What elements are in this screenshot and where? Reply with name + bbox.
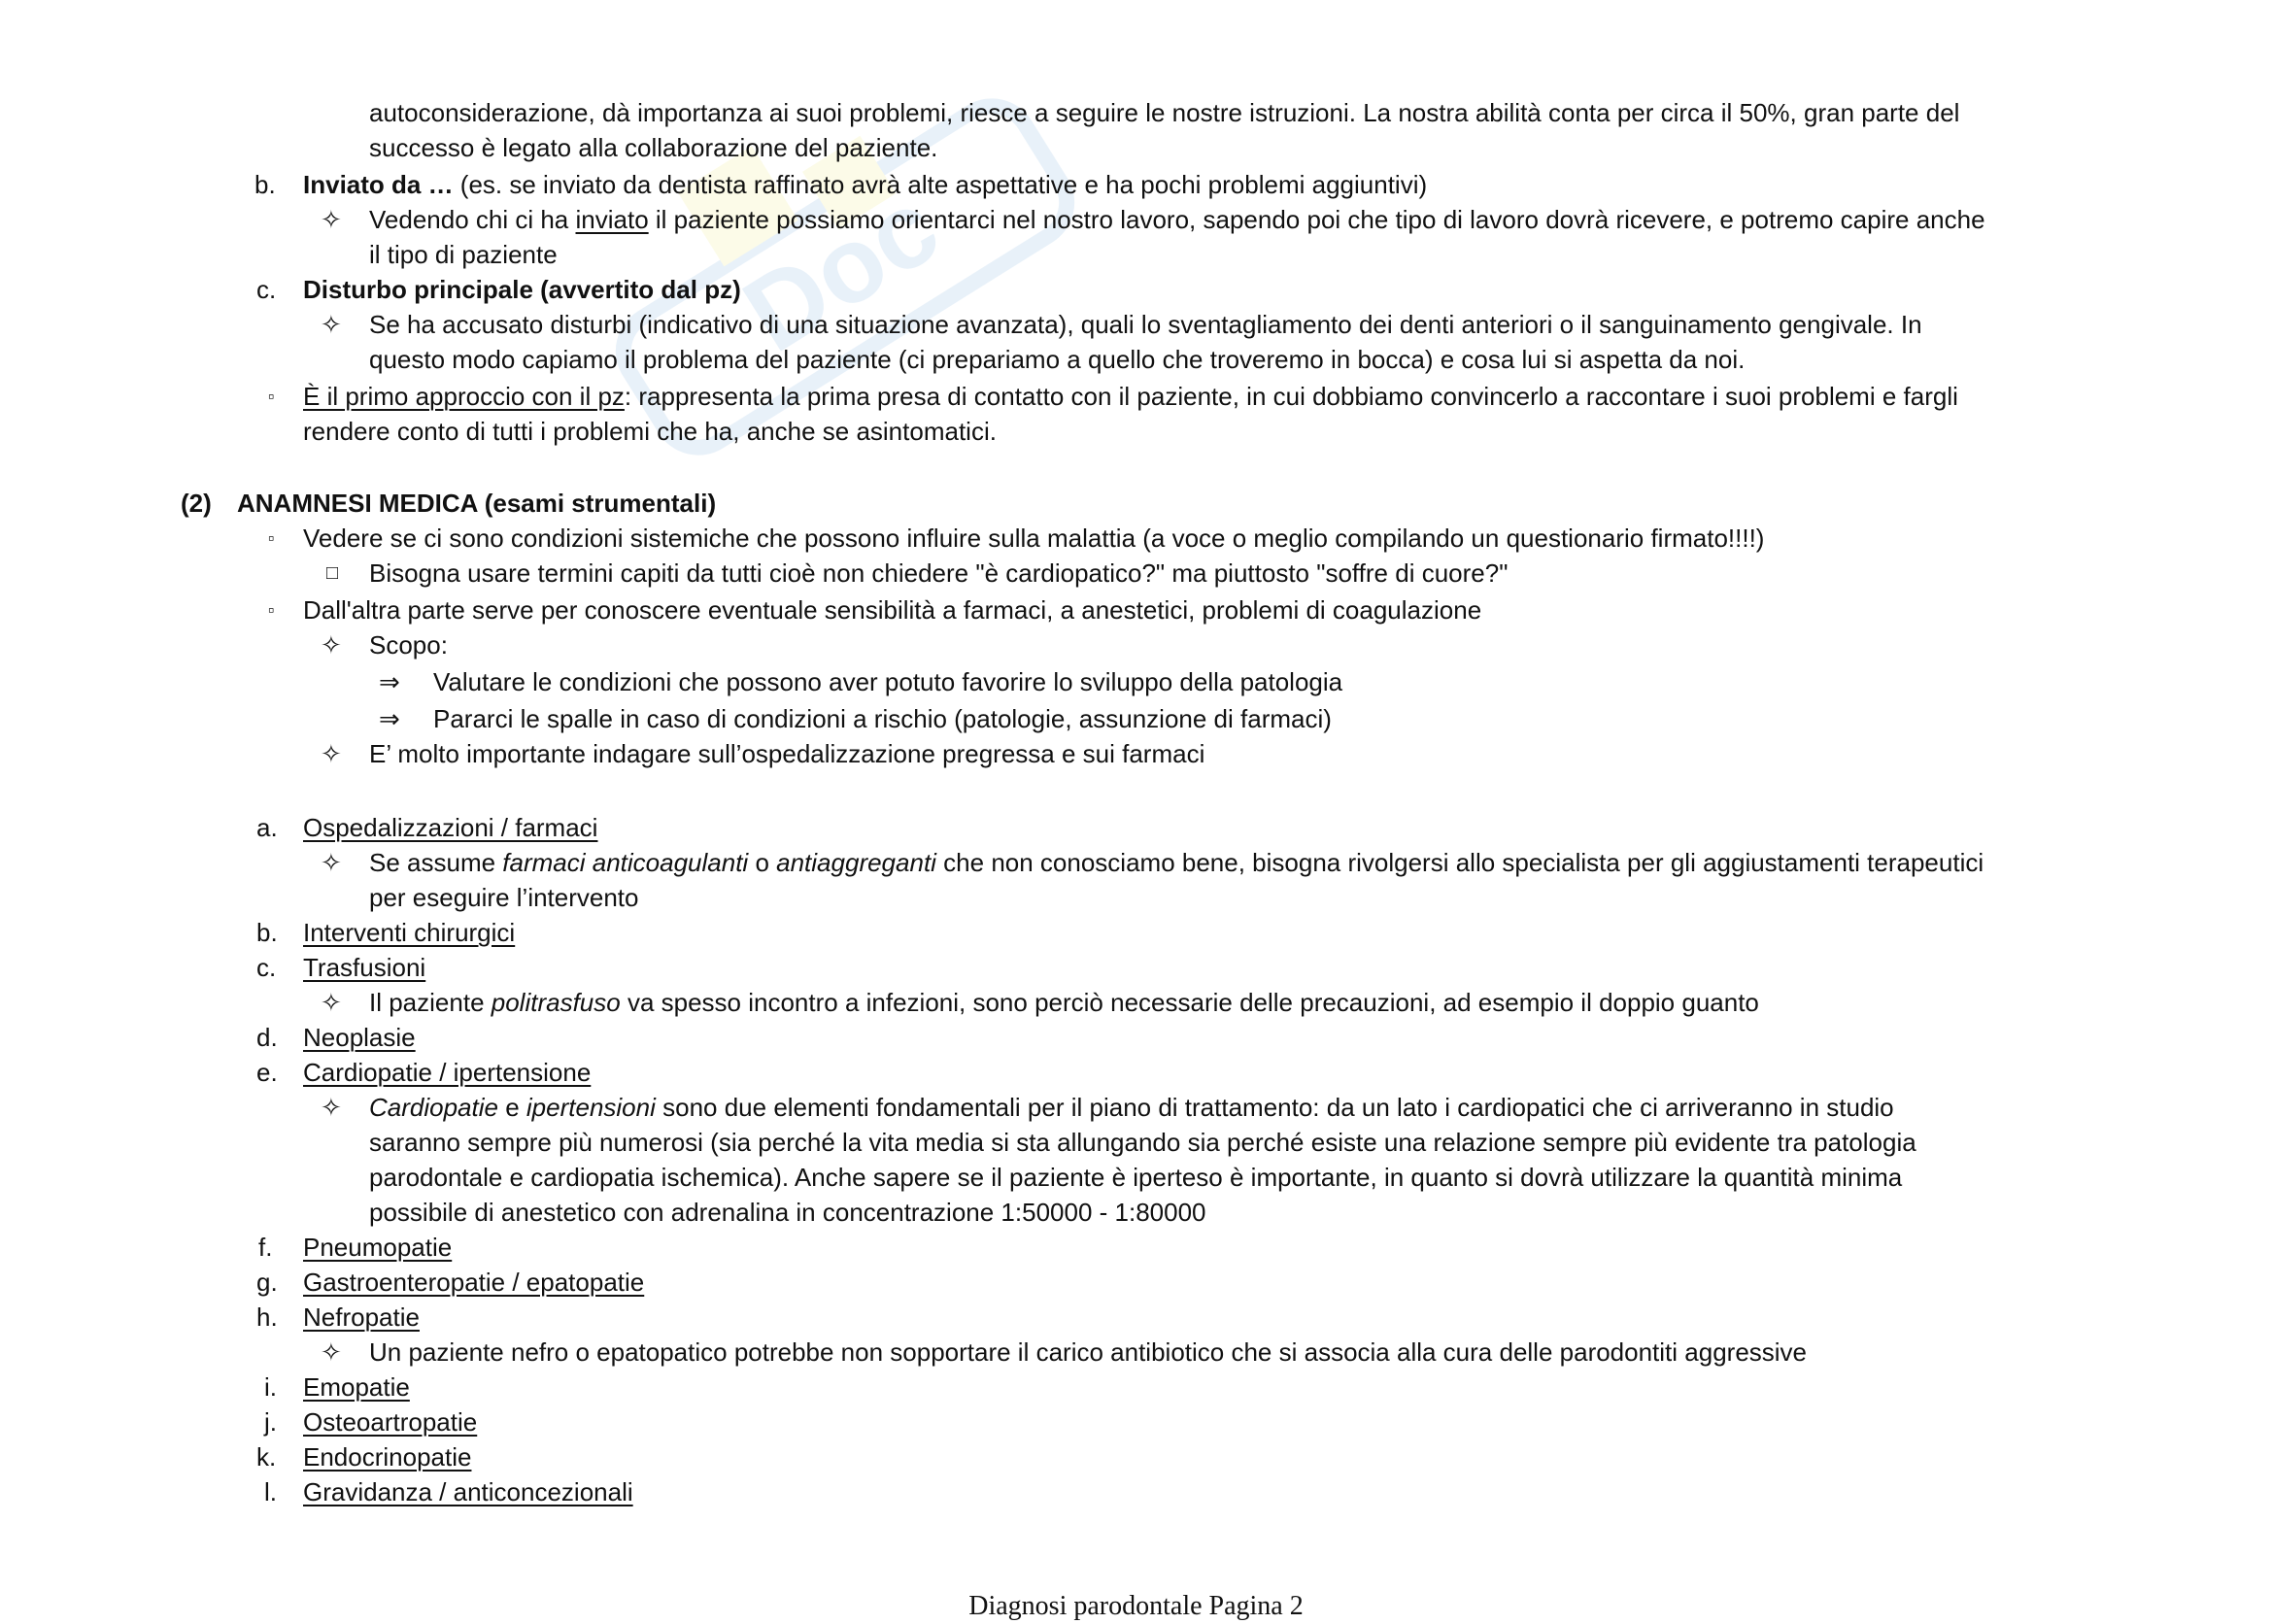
item-title: Endocrinopatie — [303, 1442, 472, 1472]
diamond-icon: ✧ — [321, 1093, 342, 1122]
section-title: ANAMNESI MEDICA (esami strumentali) — [237, 489, 717, 518]
page-footer: Diagnosi parodontale Pagina 2 — [968, 1591, 1304, 1621]
list-item: È il primo approccio con il pz: rappresenta la prima presa di contatto con il paziente, in cui dobbiamo convincerlo a raccontare i suoi problemi e fargli — [303, 382, 1958, 411]
paragraph-line: per eseguire l’intervento — [369, 883, 639, 912]
arrow-icon: ⇒ — [379, 704, 400, 733]
sub-item: Cardiopatie e ipertensioni sono due elementi fondamentali per il piano di trattamento: da un lato i cardiopatici che ci arriveranno in studio — [369, 1093, 1894, 1122]
item-title: Gravidanza / anticoncezionali — [303, 1477, 633, 1506]
item-title: Neoplasie — [303, 1023, 416, 1052]
diamond-icon: ✧ — [321, 848, 342, 877]
item-title: Trasfusioni — [303, 953, 426, 982]
item-title: Emopatie — [303, 1372, 410, 1402]
list-marker: j. — [264, 1407, 277, 1437]
list-marker: g. — [256, 1268, 278, 1297]
checkbox-square-icon: □ — [326, 562, 339, 584]
list-item: Dall'altra parte serve per conoscere eventuale sensibilità a farmaci, a anestetici, problemi di coagulazione — [303, 595, 1482, 625]
paragraph-line: possibile di anestetico con adrenalina in concentrazione 1:50000 - 1:80000 — [369, 1198, 1206, 1227]
sub-item: Un paziente nefro o epatopatico potrebbe non sopportare il carico antibiotico che si associa alla cura delle parodontiti aggressive — [369, 1337, 1808, 1367]
paragraph-line: autoconsiderazione, dà importanza ai suoi problemi, riesce a seguire le nostre istruzioni. La nostra abilità conta per circa il 50%, gran parte del — [369, 98, 1960, 127]
square-bullet-icon: ▫ — [268, 600, 275, 620]
sub-item: Se ha accusato disturbi (indicativo di una situazione avanzata), quali lo sventagliamento dei denti anteriori o il sanguinamento gengivale. In — [369, 310, 1922, 339]
paragraph-line: rendere conto di tutti i problemi che ha, anche se asintomatici. — [303, 417, 997, 446]
diamond-icon: ✧ — [321, 739, 342, 768]
diamond-icon: ✧ — [321, 988, 342, 1017]
diamond-icon: ✧ — [321, 310, 342, 339]
item-title: Nefropatie — [303, 1303, 420, 1332]
list-marker: c. — [256, 275, 277, 304]
item-title: Inviato da … — [303, 170, 454, 199]
list-marker: k. — [256, 1442, 277, 1472]
item-title: Cardiopatie / ipertensione — [303, 1058, 592, 1087]
sub-item: Il paziente politrasfuso va spesso incontro a infezioni, sono perciò necessarie delle precauzioni, ad esempio il doppio guanto — [369, 988, 1759, 1017]
list-item — [303, 167, 1427, 202]
paragraph-line: successo è legato alla collaborazione del paziente. — [369, 133, 938, 162]
item-text: (es. se inviato da dentista raffinato avrà alte aspettative e ha pochi problemi aggiuntivi) — [453, 170, 1428, 199]
sub-item: Vedendo chi ci ha inviato il paziente possiamo orientarci nel nostro lavoro, sapendo poi che tipo di lavoro dovrà ricevere, e potremo capire anche — [369, 205, 1985, 234]
item-title: Osteoartropatie — [303, 1407, 478, 1437]
svg-text:Doc: Doc — [724, 166, 959, 375]
sub-item: Bisogna usare termini capiti da tutti cioè non chiedere "è cardiopatico?" ma piuttosto "soffre di cuore?" — [369, 558, 1509, 588]
item-title: Pneumopatie — [303, 1233, 453, 1262]
diamond-icon: ✧ — [321, 205, 342, 234]
arrow-icon: ⇒ — [379, 667, 400, 696]
item-title: Ospedalizzazioni / farmaci — [303, 813, 598, 842]
list-item: Vedere se ci sono condizioni sistemiche che possono influire sulla malattia (a voce o meglio compilando un questionario firmato!!!!) — [303, 524, 1765, 553]
sub-item: Se assume farmaci anticoagulanti o antiaggreganti che non conosciamo bene, bisogna rivolgersi allo specialista per gli aggiustamenti terapeutici — [369, 848, 1984, 877]
list-marker: b. — [256, 918, 278, 947]
sub-sub-item: Pararci le spalle in caso di condizioni a rischio (patologie, assunzione di farmaci) — [433, 704, 1332, 733]
sub-item: Scopo: — [369, 630, 448, 660]
square-bullet-icon: ▫ — [268, 528, 275, 548]
sub-item: E’ molto importante indagare sull’ospedalizzazione pregressa e sui farmaci — [369, 739, 1205, 768]
item-title: Interventi chirurgici — [303, 918, 516, 947]
paragraph-line: il tipo di paziente — [369, 240, 558, 269]
sub-sub-item: Valutare le condizioni che possono aver potuto favorire lo sviluppo della patologia — [433, 667, 1343, 696]
list-marker: l. — [264, 1477, 277, 1506]
section-number: (2) — [181, 489, 212, 518]
item-title: Gastroenteropatie / epatopatie — [303, 1268, 645, 1297]
list-marker: b. — [254, 170, 276, 199]
paragraph-line: saranno sempre più numerosi (sia perché la vita media si sta allungando sia perché esiste una relazione sempre più evidente tra patologia — [369, 1128, 1916, 1157]
diamond-icon: ✧ — [321, 1337, 342, 1367]
item-title: Disturbo principale (avvertito dal pz) — [303, 275, 741, 304]
list-marker: h. — [256, 1303, 278, 1332]
list-marker: d. — [256, 1023, 278, 1052]
list-marker: f. — [258, 1233, 273, 1262]
list-marker: i. — [264, 1372, 277, 1402]
paragraph-line: parodontale e cardiopatia ischemica). Anche sapere se il paziente è iperteso è importante, in quanto si dovrà utilizzare la quantità minima — [369, 1163, 1903, 1192]
diamond-icon: ✧ — [321, 630, 342, 660]
paragraph-line: questo modo capiamo il problema del paziente (ci prepariamo a quello che troveremo in bocca) e cosa lui si aspetta da noi. — [369, 345, 1746, 374]
list-marker: e. — [256, 1058, 278, 1087]
list-marker: a. — [256, 813, 278, 842]
list-marker: c. — [256, 953, 277, 982]
square-bullet-icon: ▫ — [268, 387, 275, 406]
